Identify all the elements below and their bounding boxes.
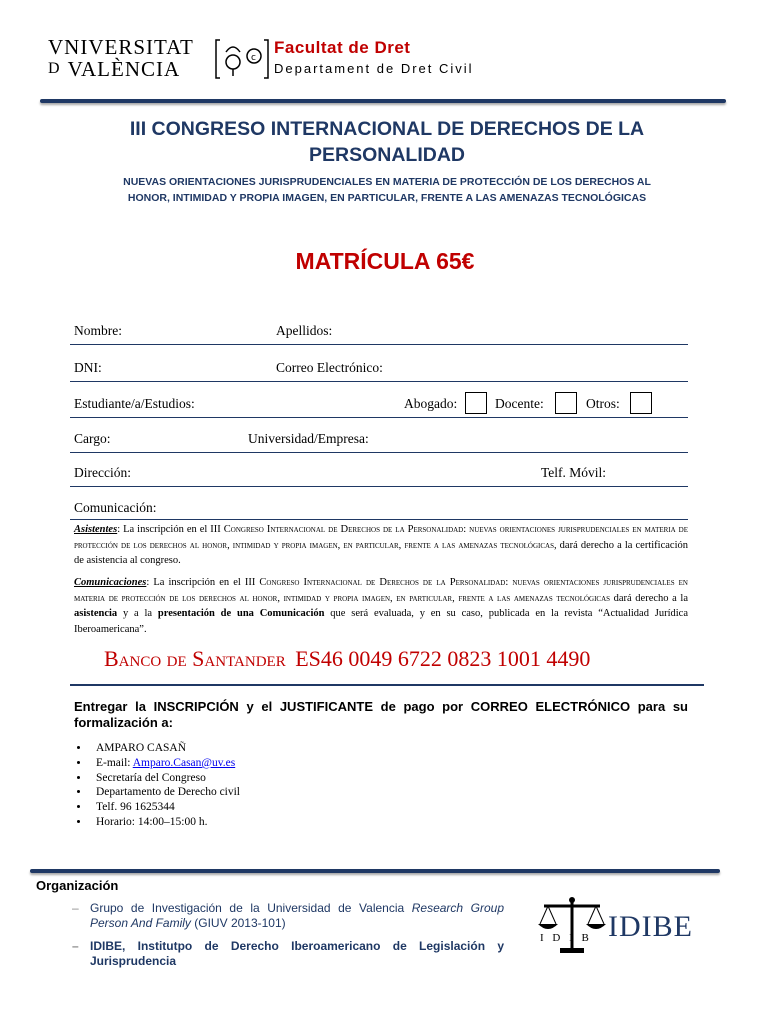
congress-title-line2: PERSONALIDAD xyxy=(308,144,465,166)
delivery-instructions: Entregar la INSCRIPCIÓN y el JUSTIFICANTE de pago por CORREO ELECTRÓNICO para su formalización a: xyxy=(74,699,688,730)
asistentes-text-sc: Congreso Internacional de Derechos de la Personalidad: nuevas orientaciones jurisprudenciales en materia de protección de los derechos al honor, intimidad y propia imagen, en particular, frente a las amenazas tecnológicas xyxy=(74,524,689,551)
svg-text:c: c xyxy=(251,53,256,63)
university-name-line1: VNIVERSITAT xyxy=(48,35,194,59)
label-cargo: Cargo: xyxy=(74,431,111,446)
organization-item-idibe: – IDIBE, Institutpo de Derecho Iberoamericano de Legislación y Jurisprudencia xyxy=(72,939,504,969)
asistentes-text-b: , dará derecho a la certificación de asistencia al congreso. xyxy=(74,539,688,566)
department-name: Departament de Dret Civil xyxy=(274,61,474,76)
field-comunicacion[interactable] xyxy=(70,519,688,520)
congress-title xyxy=(60,116,714,168)
congress-subtitle xyxy=(40,174,734,206)
scales-of-justice-icon xyxy=(536,894,608,956)
header-divider xyxy=(40,99,726,103)
congress-title-line1: III CONGRESO INTERNACIONAL DE DERECHOS DE LA xyxy=(129,118,645,140)
idibe-logo-text: IDIBE xyxy=(608,910,693,943)
faculty-name: Facultat de Dret xyxy=(274,38,411,57)
label-universidad: Universidad/Empresa: xyxy=(248,431,369,446)
comunicaciones-label: Comunicaciones xyxy=(74,577,147,588)
contact-email-link[interactable]: Amparo.Casan@uv.es xyxy=(132,756,236,769)
comunicaciones-bold2: presentación de una Comunicación xyxy=(157,608,325,619)
label-movil: Telf. Móvil: xyxy=(541,465,607,480)
contact-email xyxy=(90,756,240,771)
label-nombre: Nombre: xyxy=(74,323,122,338)
label-comunicacion: Comunicación: xyxy=(74,500,157,515)
idibe-logo xyxy=(536,892,716,958)
field-dni-correo[interactable] xyxy=(70,381,688,382)
contact-hours: • Horario: 14:00–15:00 h. xyxy=(90,815,240,830)
footer-divider xyxy=(30,869,720,873)
checkbox-otros[interactable] xyxy=(630,392,652,414)
label-abogado: Abogado: xyxy=(404,396,458,411)
congress-subtitle-line2: HONOR, INTIMIDAD Y PROPIA IMAGEN, EN PARTICULAR, FRENTE A LAS AMENAZAS TECNOLÓGICAS xyxy=(127,192,647,204)
asistentes-paragraph xyxy=(74,522,688,569)
field-direccion-movil[interactable] xyxy=(70,486,688,487)
contact-list xyxy=(64,741,240,830)
idibe-logo-small: I D I B xyxy=(540,932,592,944)
bank-iban: ES46 0049 6722 0823 1001 4490 xyxy=(295,646,591,671)
org-item1-a: Grupo de Investigación de la Universidad de Valencia xyxy=(90,901,412,915)
field-estudiante[interactable] xyxy=(70,417,688,418)
contact-department: • Departamento de Derecho civil xyxy=(90,785,240,800)
comunicaciones-text-a: : La inscripción en el III xyxy=(146,577,260,588)
label-dni: DNI: xyxy=(74,360,102,375)
university-logo xyxy=(48,36,218,80)
contact-phone: • Telf. 96 1625344 xyxy=(90,800,240,815)
comunicaciones-text-sc: Congreso Internacional de Derechos de la Personalidad: nuevas orientaciones jurisprudenciales en materia de protección de los derechos al honor, intimidad y propia imagen, en particular, frente a las amenazas tecnológicas xyxy=(74,577,688,604)
bank-divider xyxy=(70,684,704,686)
university-name-line2: VALÈNCIA xyxy=(67,57,181,81)
label-estudiante: Estudiante/a/Estudios: xyxy=(74,396,195,411)
field-cargo-universidad[interactable] xyxy=(70,452,688,453)
label-apellidos: Apellidos: xyxy=(276,323,333,338)
organization-list xyxy=(72,901,504,977)
comunicaciones-bold1: asistencia xyxy=(74,608,118,619)
checkbox-abogado[interactable] xyxy=(465,392,487,414)
asistentes-text-a: : La inscripción en el III xyxy=(117,524,224,535)
checkbox-docente[interactable] xyxy=(555,392,577,414)
label-direccion: Dirección: xyxy=(74,465,131,480)
org-item1-italic: Research Group Person And Family xyxy=(90,901,504,930)
comunicaciones-paragraph xyxy=(74,575,688,637)
label-otros: Otros: xyxy=(586,396,620,411)
contact-email-label: E-mail: xyxy=(96,756,133,769)
org-item1-b: (GIUV 2013-101) xyxy=(190,916,286,930)
congress-subtitle-line1: NUEVAS ORIENTACIONES JURISPRUDENCIALES EN MATERIA DE PROTECCIÓN DE LOS DERECHOS AL xyxy=(123,176,651,188)
comunicaciones-text-c: y a la xyxy=(117,608,158,619)
university-seal-icon xyxy=(214,38,270,85)
field-nombre-apellidos[interactable] xyxy=(70,344,688,345)
bank-name: Banco de Santander xyxy=(104,646,286,671)
contact-secretaria: • Secretaría del Congreso xyxy=(90,771,240,786)
asistentes-label: Asistentes xyxy=(74,524,118,535)
contact-name: • AMPARO CASAÑ xyxy=(90,741,240,756)
label-correo: Correo Electrónico: xyxy=(276,360,383,375)
organization-heading: Organización xyxy=(36,878,119,893)
bank-account xyxy=(104,646,590,672)
organization-item-giuv xyxy=(72,901,504,931)
university-initials: D xyxy=(48,60,60,77)
comunicaciones-text-d: que será evaluada, y en su caso, publicada en la revista “Actualidad Jurídica Iberoamericana”. xyxy=(74,608,688,635)
label-docente: Docente: xyxy=(495,396,544,411)
comunicaciones-text-b: dará derecho a la xyxy=(610,592,688,604)
registration-fee: MATRÍCULA 65€ xyxy=(295,248,475,274)
